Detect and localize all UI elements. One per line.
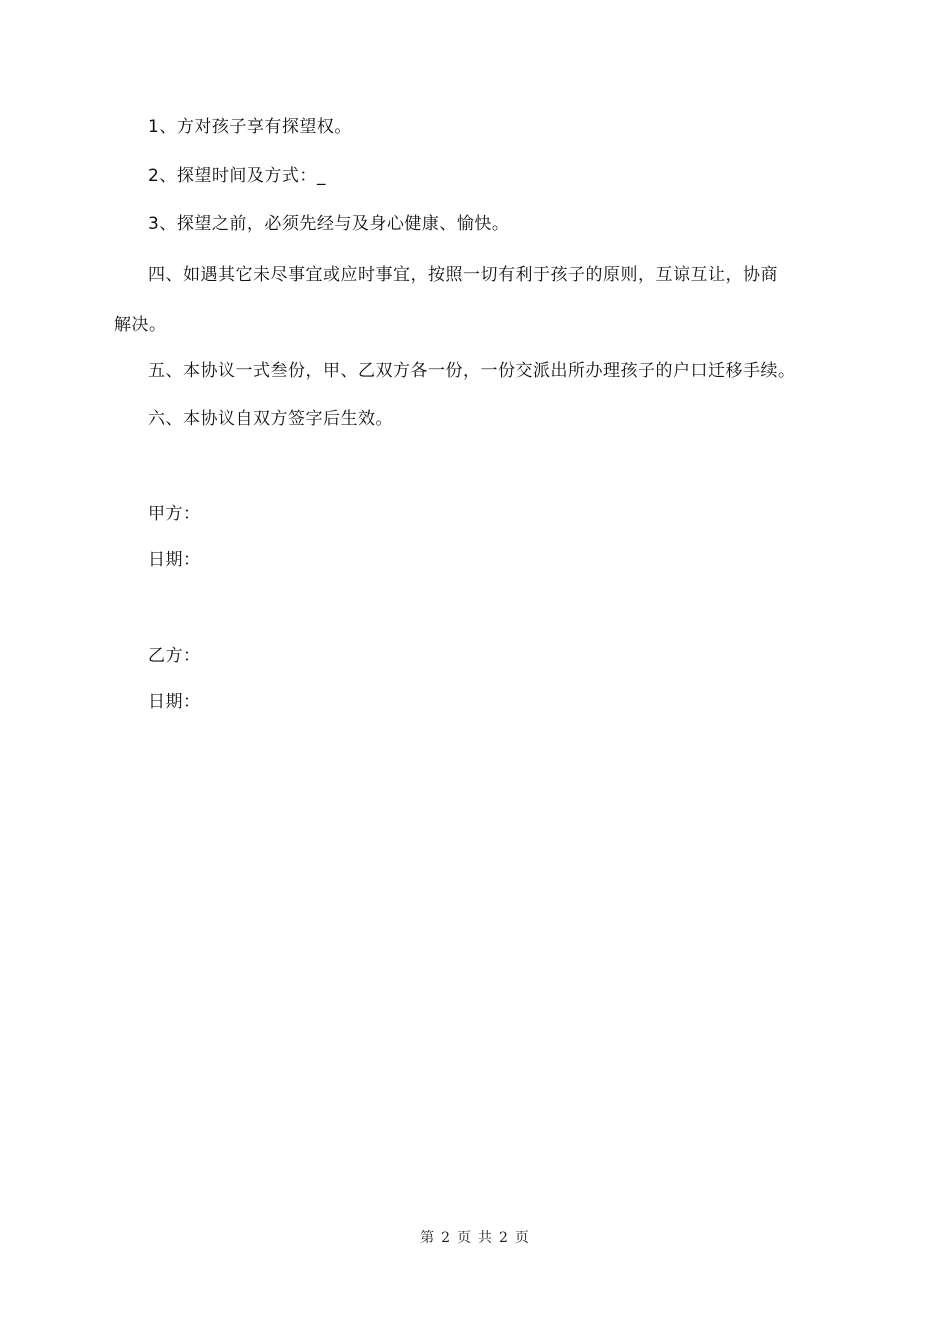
party-a-signature-label: 甲方： [148, 504, 201, 524]
visitation-item-1: 1、方对孩子享有探望权。 [148, 117, 352, 137]
party-a-date-label: 日期： [148, 550, 201, 570]
footer-prefix: 第 [420, 1230, 436, 1246]
footer-current-page: 2 [441, 1230, 451, 1246]
visitation-item-2: 2、探望时间及方式：_ [148, 166, 326, 186]
visitation-item-3: 3、探望之前，必须先经与及身心健康、愉快。 [148, 214, 510, 234]
party-b-signature-label: 乙方： [148, 646, 201, 666]
footer-page-word: 页 [457, 1230, 472, 1246]
party-b-date-label: 日期： [148, 692, 201, 712]
footer-total-word: 共 [478, 1230, 493, 1246]
clause-4-line-1: 四、如遇其它未尽事宜或应时事宜，按照一切有利于孩子的原则，互谅互让，协商 [148, 265, 778, 285]
page-footer [0, 1229, 950, 1247]
clause-6: 六、本协议自双方签字后生效。 [148, 409, 393, 429]
clause-5: 五、本协议一式叁份，甲、乙双方各一份，一份交派出所办理孩子的户口迁移手续。 [148, 361, 796, 381]
clause-4-line-2: 解决。 [114, 315, 167, 335]
footer-suffix: 页 [514, 1230, 530, 1246]
footer-total-pages: 2 [499, 1230, 509, 1246]
